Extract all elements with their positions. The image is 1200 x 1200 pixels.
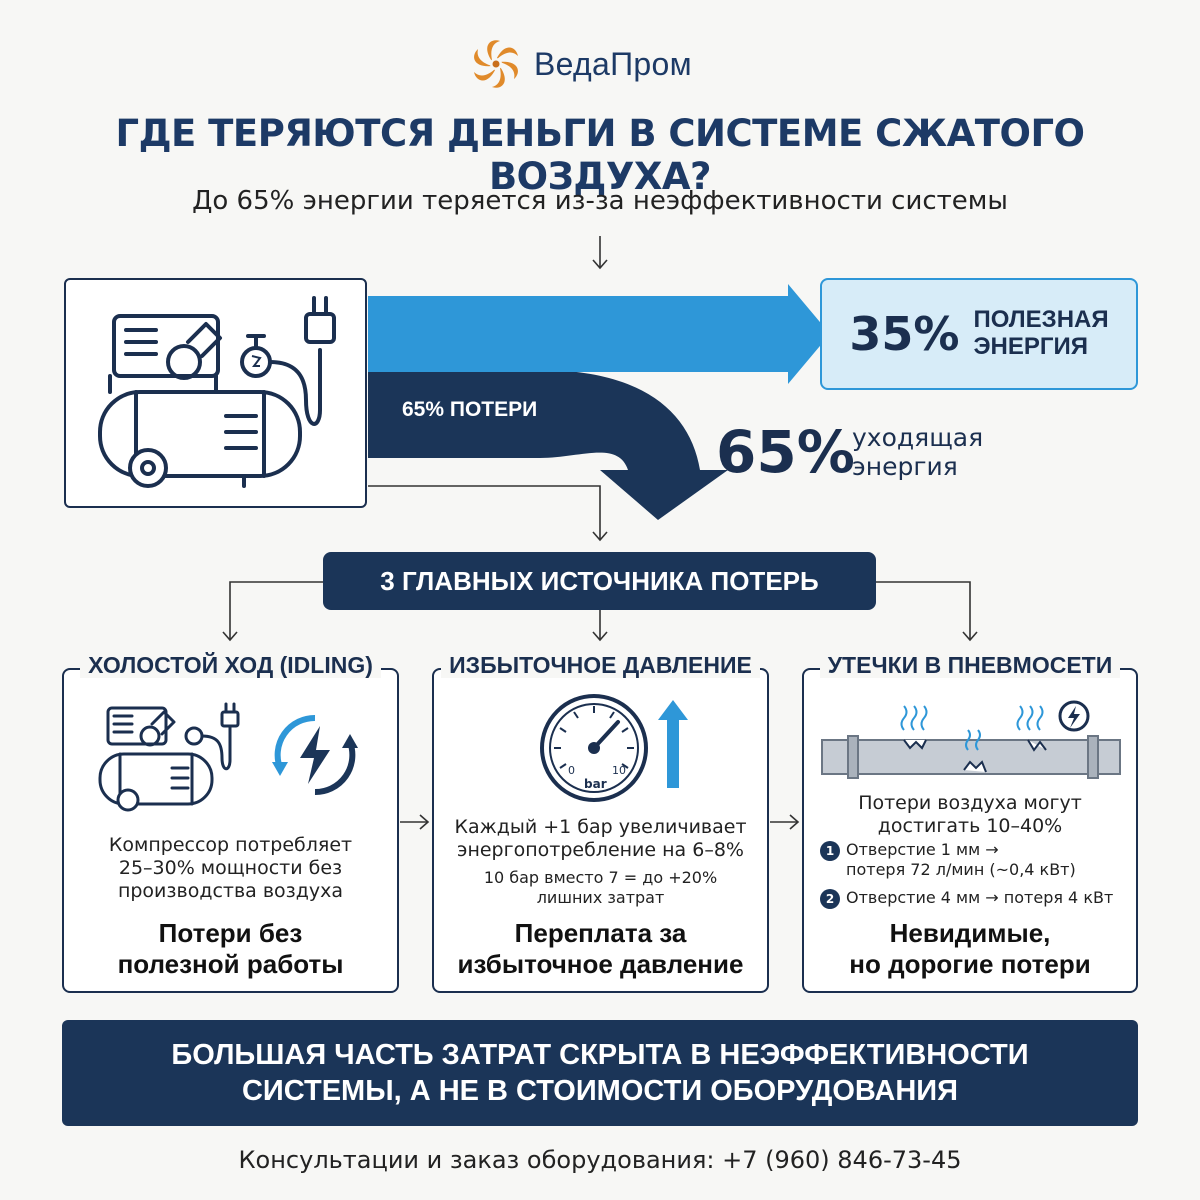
contact-info[interactable]: Консультации и заказ оборудования: +7 (960) 846-73-45 [238,1146,962,1174]
card-description [804,792,1136,838]
desc-line: Потери воздуха могут [858,792,1082,814]
foot-line: но дорогие потери [849,949,1091,980]
card-note [434,868,767,907]
power-cycle-icon [270,710,360,800]
leak-item-line: потеря 72 л/мин (~0,4 кВт) [846,860,1076,879]
useful-percent: 35% [849,307,960,361]
card-leaks [802,652,1138,993]
gauge-unit-label: bar [584,777,607,791]
pressure-gauge-icon [538,692,650,804]
desc-line: достигать 10–40% [877,815,1063,838]
page-subtitle: До 65% энергии теряется из-за неэффективности системы [192,186,1008,216]
gauge-min-label: 0 [568,764,575,777]
compressor-icon [66,280,365,506]
plug-icon [306,298,334,342]
conclusion-line: СИСТЕМЫ, А НЕ В СТОИМОСТИ ОБОРУДОВАНИЯ [241,1075,958,1107]
card-description [64,834,397,904]
card-description [434,816,767,862]
outgoing-label-line2: энергия [852,451,958,481]
desc-line: Каждый +1 бар увеличивает [454,816,747,838]
leak-item [820,888,1113,909]
leak-item [820,840,1076,880]
card-conclusion [64,918,397,980]
compressor-icon [94,698,254,818]
useful-flow-arrow [368,284,830,384]
sources-banner: 3 ГЛАВНЫХ ИСТОЧНИКА ПОТЕРЬ [323,552,876,610]
foot-line: Переплата за [514,918,687,948]
outgoing-percent: 65% [716,418,855,486]
useful-label-line1: ПОЛЕЗНАЯ [973,306,1109,334]
card-idling [62,652,399,993]
item-number-badge: 2 [820,889,840,909]
outgoing-label [852,424,983,482]
loss-arrow-label: 65% ПОТЕРИ [402,398,538,421]
card-overpressure [432,652,769,993]
foot-line: полезной работы [117,949,344,980]
note-line: 10 бар вместо 7 = до +20% [483,868,718,887]
note-line: лишних затрат [536,887,665,907]
leaking-pipe-icon [818,690,1124,790]
compressor-panel [64,278,367,508]
conclusion-banner [62,1020,1138,1126]
card-conclusion [434,918,767,980]
useful-label [973,307,1108,361]
foot-line: избыточное давление [457,949,744,980]
desc-line: производства воздуха [117,880,344,903]
item-number-badge: 1 [820,841,840,861]
gauge-max-label: 10 [612,764,626,777]
outgoing-label-line1: уходящая [852,423,984,452]
foot-line: Невидимые, [889,918,1051,948]
card-conclusion [804,918,1136,980]
loss-flow-arrow [368,370,728,520]
useful-energy-box [820,278,1138,390]
page-title: ГДЕ ТЕРЯЮТСЯ ДЕНЬГИ В СИСТЕМЕ СЖАТОГО ВОЗДУХА? [115,112,1085,198]
desc-line: 25–30% мощности без [118,857,343,880]
card-title: ИЗБЫТОЧНОЕ ДАВЛЕНИЕ [441,652,760,678]
leak-item-line: Отверстие 1 мм → [846,840,999,859]
useful-label-line2: ЭНЕРГИЯ [973,333,1089,360]
conclusion-line: БОЛЬШАЯ ЧАСТЬ ЗАТРАТ СКРЫТА В НЕЭФФЕКТИВНОСТИ [171,1038,1029,1071]
desc-line: энергопотребление на 6–8% [457,839,744,862]
desc-line: Компрессор потребляет [108,834,353,856]
leak-item-line: Отверстие 4 мм → потеря 4 кВт [846,888,1114,907]
card-title: ХОЛОСТОЙ ХОД (IDLING) [80,652,381,678]
card-title: УТЕЧКИ В ПНЕВМОСЕТИ [820,652,1121,678]
brand-name: ВедаПром [534,45,692,82]
down-arrow-icon [593,236,607,268]
up-arrow-icon [656,698,690,790]
foot-line: Потери без [158,918,303,948]
